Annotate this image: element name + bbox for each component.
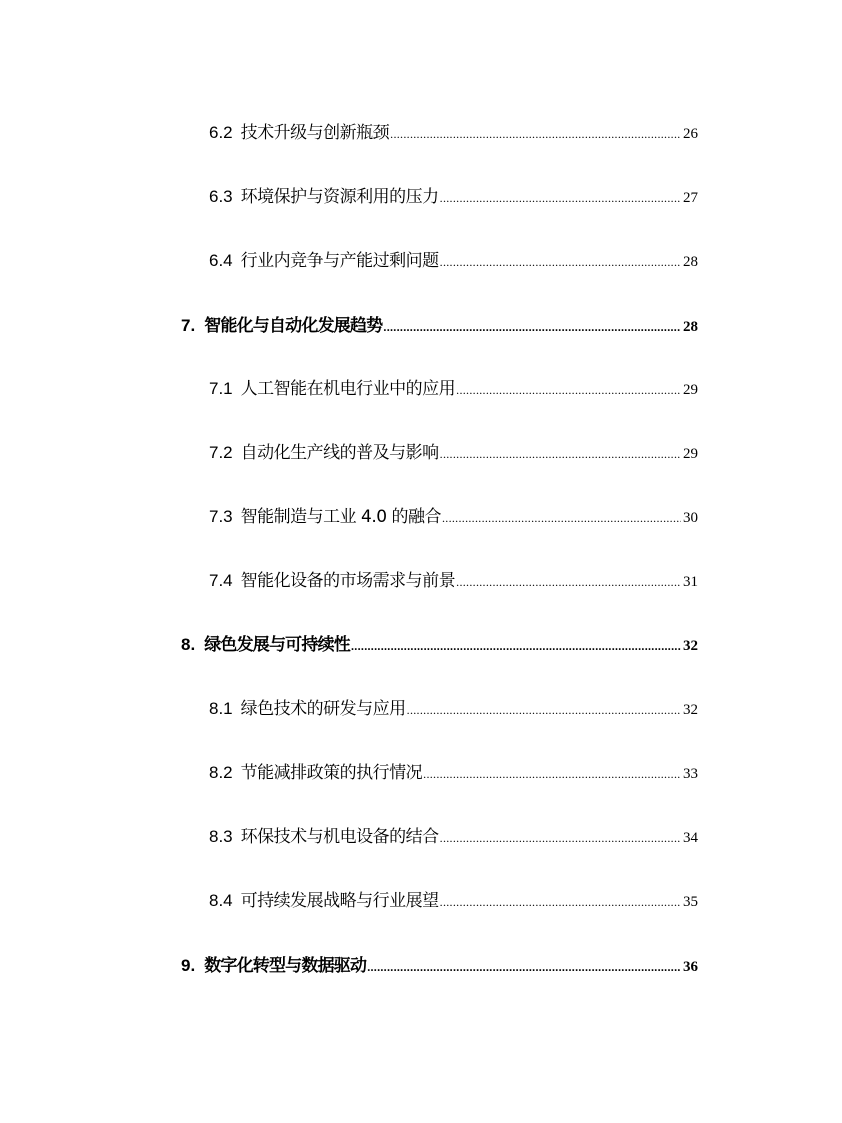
toc-entry-title: 环境保护与资源利用的压力 — [240, 187, 439, 207]
toc-dot-leader — [407, 703, 681, 718]
toc-entry-7-1[interactable] — [209, 374, 698, 398]
toc-entry-page: 28 — [683, 254, 698, 270]
toc-entry-number: 8.3 — [209, 827, 233, 846]
toc-entry-number: 8.1 — [209, 699, 233, 718]
toc-entry-title: 绿色技术的研发与应用 — [240, 699, 406, 719]
toc-entry-8-3[interactable] — [209, 822, 698, 846]
toc-entry-title: 数字化转型与数据驱动 — [204, 956, 367, 976]
toc-dot-leader — [351, 639, 681, 654]
toc-entry-6-2[interactable] — [209, 118, 698, 142]
toc-dot-leader — [423, 767, 681, 782]
toc-entry-title: 智能化与自动化发展趋势 — [204, 316, 383, 336]
toc-dot-leader — [367, 960, 681, 975]
toc-entry-page: 31 — [683, 574, 698, 590]
toc-dot-leader — [442, 511, 681, 526]
toc-dot-leader — [390, 127, 681, 142]
toc-entry-page: 29 — [683, 382, 698, 398]
toc-entry-6-3[interactable] — [209, 182, 698, 206]
toc-entry-title: 智能化设备的市场需求与前景 — [240, 571, 456, 591]
toc-entry-number: 6.2 — [209, 123, 233, 142]
toc-entry-title: 自动化生产线的普及与影响 — [240, 443, 439, 463]
toc-entry-8-1[interactable] — [209, 694, 698, 718]
toc-entry-page: 32 — [683, 702, 698, 718]
toc-chapter-8[interactable] — [181, 630, 698, 654]
toc-entry-page: 26 — [683, 126, 698, 142]
toc-entry-7-3[interactable] — [209, 502, 698, 526]
toc-dot-leader — [440, 831, 681, 846]
toc-dot-leader — [456, 383, 681, 398]
toc-entry-number: 7. — [181, 316, 196, 335]
toc-entry-page: 33 — [683, 766, 698, 782]
toc-entry-page: 32 — [683, 638, 698, 654]
toc-entry-page: 34 — [683, 830, 698, 846]
toc-entry-title: 节能减排政策的执行情况 — [240, 763, 423, 783]
toc-chapter-7[interactable] — [181, 311, 698, 335]
toc-entry-8-2[interactable] — [209, 758, 698, 782]
toc-dot-leader — [440, 895, 681, 910]
toc-chapter-9[interactable] — [181, 951, 698, 975]
toc-dot-leader — [440, 447, 681, 462]
toc-entry-page: 35 — [683, 894, 698, 910]
toc-entry-number: 7.2 — [209, 443, 233, 462]
toc-entry-number: 7.3 — [209, 507, 233, 526]
toc-dot-leader — [383, 320, 681, 335]
toc-entry-number: 9. — [181, 956, 196, 975]
toc-entry-number: 6.4 — [209, 251, 233, 270]
toc-entry-number: 8.2 — [209, 763, 233, 782]
toc-entry-title: 行业内竞争与产能过剩问题 — [240, 251, 439, 271]
toc-entry-title: 可持续发展战略与行业展望 — [240, 891, 439, 911]
toc-entry-title: 绿色发展与可持续性 — [204, 635, 350, 655]
toc-entry-6-4[interactable] — [209, 246, 698, 270]
toc-entry-number: 7.1 — [209, 379, 233, 398]
toc-entry-page: 27 — [683, 190, 698, 206]
toc-entry-page: 29 — [683, 446, 698, 462]
toc-entry-number: 8.4 — [209, 891, 233, 910]
toc-entry-page: 28 — [683, 319, 698, 335]
toc-dot-leader — [456, 575, 681, 590]
toc-entry-number: 7.4 — [209, 571, 233, 590]
toc-entry-title: 智能制造与工业 4.0 的融合 — [240, 507, 441, 527]
toc-entry-7-4[interactable] — [209, 566, 698, 590]
toc-entry-title: 人工智能在机电行业中的应用 — [240, 379, 456, 399]
toc-entry-number: 8. — [181, 635, 196, 654]
toc-entry-8-4[interactable] — [209, 886, 698, 910]
toc-entry-page: 30 — [683, 510, 698, 526]
toc-entry-page: 36 — [683, 959, 698, 975]
toc-entry-7-2[interactable] — [209, 438, 698, 462]
toc-entry-title: 技术升级与创新瓶颈 — [240, 123, 390, 143]
toc-entry-title: 环保技术与机电设备的结合 — [240, 827, 439, 847]
toc-dot-leader — [440, 191, 681, 206]
toc-dot-leader — [440, 255, 681, 270]
toc-entry-number: 6.3 — [209, 187, 233, 206]
